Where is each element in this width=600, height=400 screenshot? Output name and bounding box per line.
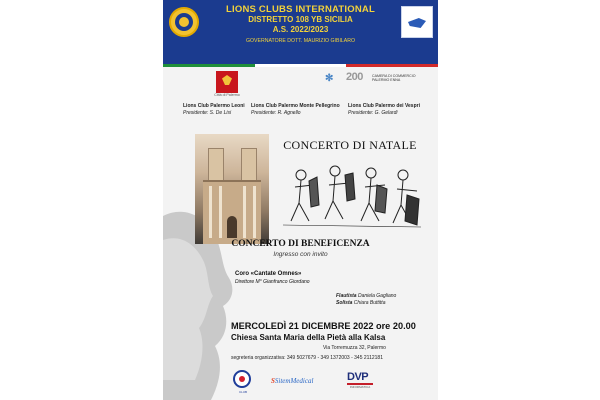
sponsor-sitem-medical-logo: SSitemMedical — [271, 377, 314, 385]
club-president: Presidente: R. Agnello — [251, 110, 301, 116]
secretary-label: segreteria organizzativa: — [231, 355, 286, 361]
string-quartet-sketch-icon — [273, 155, 423, 235]
choir-info — [235, 270, 310, 286]
choir-label: Coro «Cantate Omnes» — [235, 271, 302, 277]
header-text — [203, 5, 398, 46]
event-address: Via Torremuzza 32, Palermo — [323, 345, 386, 351]
entry-note: Ingresso con invito — [273, 251, 328, 258]
event-date: MERCOLEDÌ 21 DICEMBRE 2022 ore 20.00 — [231, 321, 416, 331]
club-name: Lions Club Palermo Monte Pellegrino — [251, 103, 340, 109]
palermo-city-logo-icon — [216, 71, 238, 93]
header-district: DISTRETTO 108 YB SICILIA — [248, 15, 353, 24]
sponsor-logos — [163, 366, 438, 400]
secretary-contacts — [231, 355, 383, 361]
organizing-clubs — [163, 103, 438, 123]
cciaa-text — [372, 74, 416, 82]
secretary-phones: 349 5027679 - 349 1372003 - 345 2112181 — [286, 355, 383, 361]
club-item — [348, 103, 420, 117]
club-item — [251, 103, 340, 117]
palermo-caption: Città di Palermo — [214, 93, 240, 97]
sponsor-club-logo-icon — [233, 370, 251, 388]
institutional-logos — [163, 67, 438, 97]
choir-director: Direttore M° Gianfranco Giordano — [235, 279, 310, 285]
header-year: A.S. 2022/2023 — [272, 25, 329, 34]
club-item — [183, 103, 245, 117]
soloist-label: Solista — [336, 300, 353, 306]
header-title: LIONS CLUBS INTERNATIONAL — [226, 4, 375, 15]
cciaa-snowflake-icon: ✻ — [325, 73, 334, 84]
sponsor-club-caption: CLUB — [238, 390, 247, 394]
flautist-name: Daniela Gagliano — [357, 293, 397, 299]
event-poster — [163, 0, 438, 400]
event-venue: Chiesa Santa Maria della Pietà alla Kalsa — [231, 333, 386, 342]
club-name: Lions Club Palermo dei Vespri — [348, 103, 420, 109]
sicily-district-map-icon — [401, 6, 433, 38]
header-governor: GOVERNATORE DOTT. MAURIZIO GIBILARO — [245, 38, 356, 44]
poster-header — [163, 0, 438, 64]
soloist-name: Chiara Buttitta — [353, 300, 386, 306]
sponsor-dvp-logo: DVP — [347, 371, 369, 383]
club-name: Lions Club Palermo Leoni — [183, 103, 245, 109]
cciaa-anniversary-number: 200 — [346, 71, 363, 83]
lions-emblem-icon — [169, 7, 199, 37]
flautist-label: Flautista — [336, 293, 357, 299]
club-president: Presidente: S. De Lisi — [183, 110, 232, 116]
church-photo — [195, 134, 269, 244]
cciaa-text-line2: PALERMO ENNA — [372, 78, 401, 83]
charity-concert-subtitle: CONCERTO DI BENEFICENZA — [231, 239, 370, 249]
sponsor-sitem-medical-name: SitemMedical — [274, 377, 314, 385]
concert-title: CONCERTO DI NATALE — [283, 138, 417, 152]
soloists-info — [336, 293, 396, 307]
club-president: Presidente: G. Gelardi — [348, 110, 398, 116]
cciaa-text-line1: CAMERA DI COMMERCIO — [372, 74, 416, 78]
sponsor-dvp-caption: INFORMATICA — [349, 385, 371, 389]
